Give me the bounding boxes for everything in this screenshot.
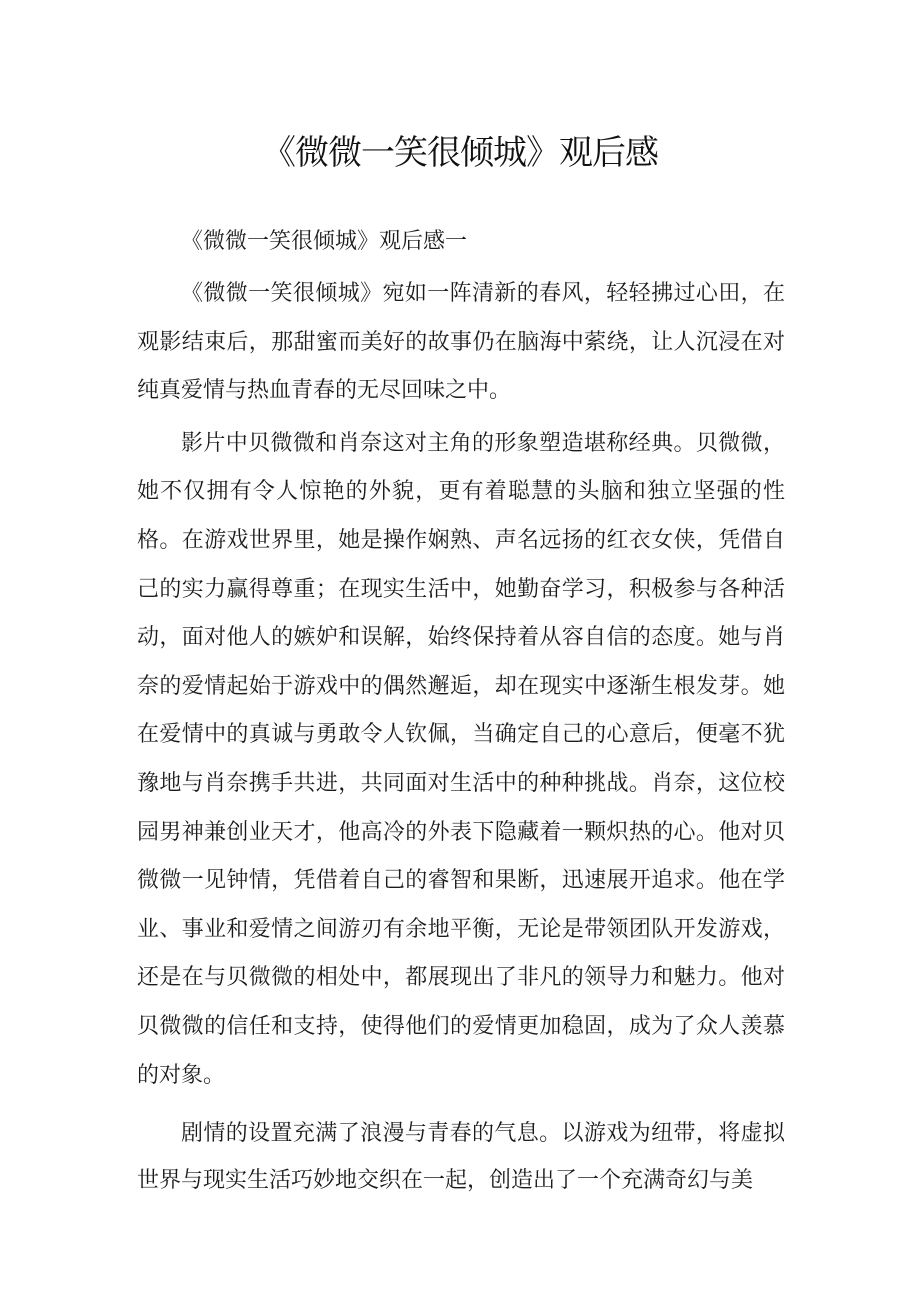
paragraph-intro: 《微微一笑很倾城》宛如一阵清新的春风，轻轻拂过心田，在观影结束后，那甜蜜而美好的故事仍在脑海中萦绕，让人沉浸在对纯真爱情与热血青春的无尽回味之中。 [137, 281, 785, 404]
document-body [137, 218, 785, 1204]
document-title: 《微微一笑很倾城》观后感 [262, 133, 658, 173]
paragraph-plot: 剧情的设置充满了浪漫与青春的气息。以游戏为纽带，将虚拟世界与现实生活巧妙地交织在一起，创造出了一个充满奇幻与美 [137, 1121, 785, 1194]
paragraph-characters: 影片中贝微微和肖奈这对主角的形象塑造堪称经典。贝微微，她不仅拥有令人惊艳的外貌，更有着聪慧的头脑和独立坚强的性格。在游戏世界里，她是操作娴熟、声名远扬的红衣女侠，凭借自己的实力赢得尊重；在现实生活中，她勤奋学习，积极参与各种活动，面对他人的嫉妒和误解，始终保持着从容自信的态度。她与肖奈的爱情起始于游戏中的偶然邂逅，却在现实中逐渐生根发芽。她在爱情中的真诚与勇敢令人钦佩，当确定自己的心意后，便毫不犹豫地与肖奈携手共进，共同面对生活中的种种挑战。肖奈，这位校园男神兼创业天才，他高冷的外表下隐藏着一颗炽热的心。他对贝微微一见钟情，凭借着自己的睿智和果断，迅速展开追求。他在学业、事业和爱情之间游刃有余地平衡，无论是带领团队开发游戏，还是在与贝微微的相处中，都展现出了非凡的领导力和魅力。他对贝微微的信任和支持，使得他们的爱情更加稳固，成为了众人羡慕的对象。 [137, 430, 785, 1088]
section-heading: 《微微一笑很倾城》观后感一 [181, 229, 468, 254]
